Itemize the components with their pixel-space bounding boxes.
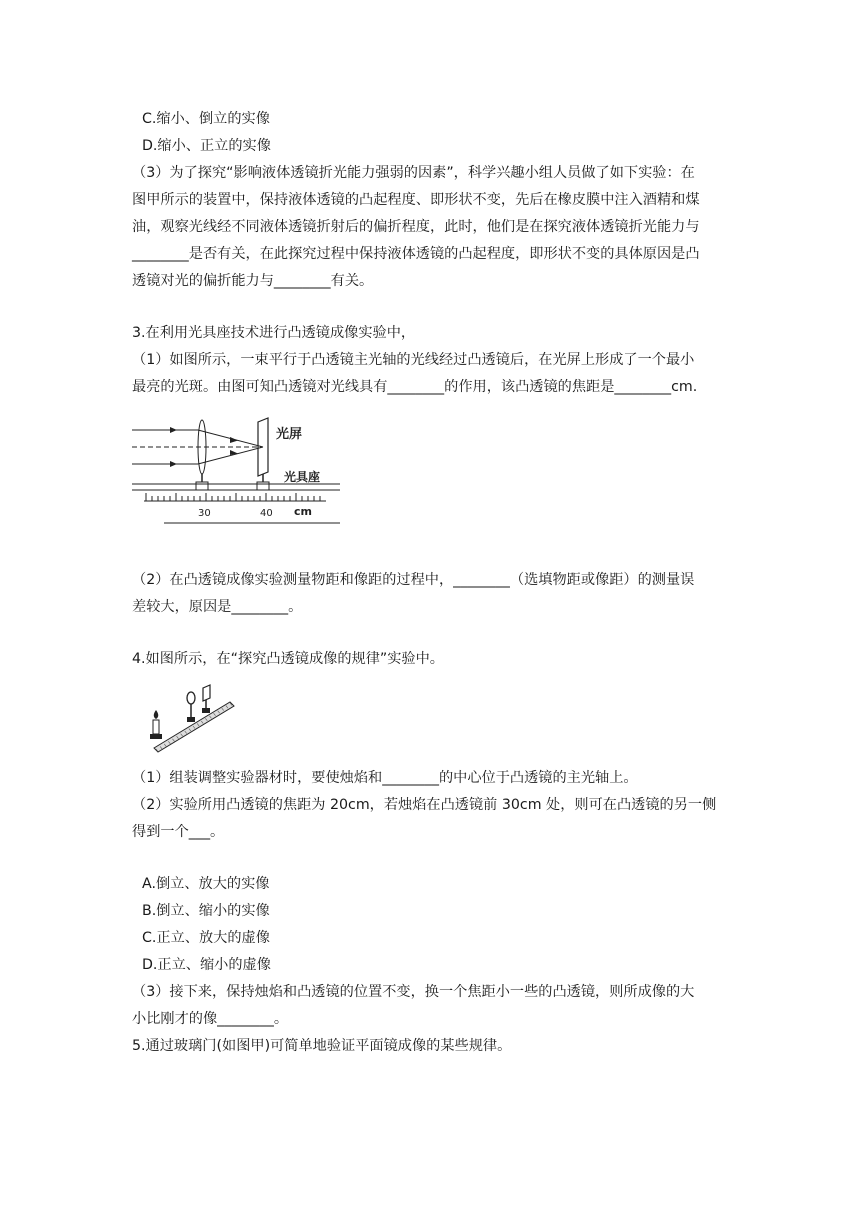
unit-label: cm <box>294 505 312 518</box>
lens-icon <box>187 692 195 722</box>
q4-option-b: B.倒立、缩小的实像 <box>142 903 270 919</box>
q4-part2-line1: （2）实验所用凸透镜的焦距为 20cm，若烛焰在凸透镜前 30cm 处，则可在凸透镜的另一侧 <box>132 797 717 813</box>
q3-part1-line2: 最亮的光斑。由图可知凸透镜对光线具有________的作用，该凸透镜的焦距是________cm. <box>132 379 698 395</box>
q3-part2-line1: （2）在凸透镜成像实验测量物距和像距的过程中，________（选填物距或像距）的测量误 <box>132 572 695 588</box>
q2-part3-line1: （3）为了探究“影响液体透镜折光能力强弱的因素”，科学兴趣小组人员做了如下实验：在 <box>132 165 695 181</box>
q4-part3-line2: 小比刚才的像________。 <box>132 1011 289 1027</box>
q4-part2-line2: 得到一个___。 <box>132 824 225 840</box>
q2-part3-line5: 透镜对光的偏折能力与________有关。 <box>132 273 374 289</box>
q4-option-c: C.正立、放大的虚像 <box>142 930 270 946</box>
screen-label: 光屏 <box>276 427 303 442</box>
option-c: C.缩小、倒立的实像 <box>142 111 270 127</box>
tick-label-40: 40 <box>260 508 273 519</box>
q4-part3-line1: （3）接下来，保持烛焰和凸透镜的位置不变，换一个焦距小一些的凸透镜，则所成像的大 <box>132 984 695 1000</box>
q4-option-d: D.正立、缩小的虚像 <box>142 957 271 973</box>
optical-bench-figure <box>130 416 350 526</box>
q3-part1-line1: （1）如图所示，一束平行于凸透镜主光轴的光线经过凸透镜后，在光屏上形成了一个最小 <box>132 352 695 368</box>
q4-option-a: A.倒立、放大的实像 <box>142 876 270 892</box>
q2-part3-line2: 图甲所示的装置中，保持液体透镜的凸起程度、即形状不变，先后在橡皮膜中注入酒精和煤 <box>132 192 700 208</box>
bench-label: 光具座 <box>284 470 321 484</box>
q4-part1: （1）组装调整实验器材时，要使烛焰和________的中心位于凸透镜的主光轴上。 <box>132 770 638 786</box>
candle-lens-screen-figure <box>142 684 238 754</box>
q5-stem: 5.通过玻璃门(如图甲)可简单地验证平面镜成像的某些规律。 <box>132 1038 512 1054</box>
q2-part3-line4: ________是否有关，在此探究过程中保持液体透镜的凸起程度，即形状不变的具体原因是凸 <box>132 246 700 262</box>
q4-stem: 4.如图所示，在“探究凸透镜成像的规律”实验中。 <box>132 651 444 667</box>
tick-label-30: 30 <box>198 508 211 519</box>
screen-icon <box>202 685 210 713</box>
q2-part3-line3: 油，观察光线经不同液体透镜折射后的偏折程度，此时，他们是在探究液体透镜折光能力与 <box>132 219 700 235</box>
q3-stem: 3.在利用光具座技术进行凸透镜成像实验中， <box>132 325 416 341</box>
option-d: D.缩小、正立的实像 <box>142 138 271 154</box>
q3-part2-line2: 差较大，原因是________。 <box>132 599 303 615</box>
candle-icon <box>150 710 162 739</box>
